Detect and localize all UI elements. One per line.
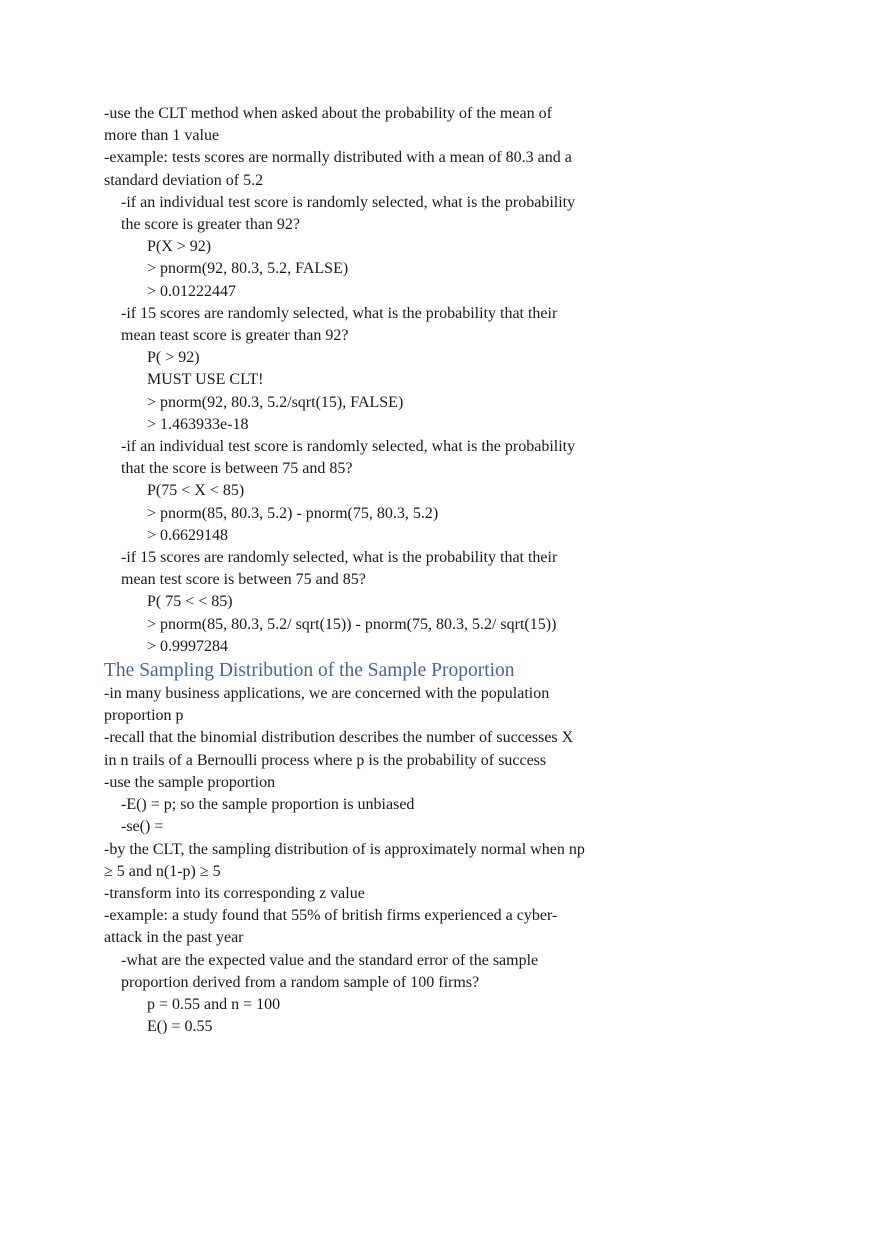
code-line: P(75 < X < 85) <box>147 482 245 500</box>
text-line: -by the CLT, the sampling distribution of is approximately normal when np <box>104 840 585 858</box>
text-line: -recall that the binomial distribution describes the number of successes X <box>104 729 574 747</box>
text-line: in n trails of a Bernoulli process where p is the probability of success <box>104 751 547 769</box>
text-line: standard deviation of 5.2 <box>104 171 264 189</box>
text-line: -if an individual test score is randomly selected, what is the probability <box>121 193 576 211</box>
text-line: mean teast score is greater than 92? <box>121 327 349 345</box>
code-line: > pnorm(85, 80.3, 5.2) - pnorm(75, 80.3, 5.2) <box>147 504 439 522</box>
code-line: > pnorm(85, 80.3, 5.2/ sqrt(15)) - pnorm(75, 80.3, 5.2/ sqrt(15)) <box>147 615 557 633</box>
text-line: -if 15 scores are randomly selected, what is the probability that their <box>121 549 558 567</box>
text-line: -transform into its corresponding z value <box>104 884 365 902</box>
code-line: > pnorm(92, 80.3, 5.2/sqrt(15), FALSE) <box>147 393 404 411</box>
text-line: -se() = <box>121 818 164 836</box>
text-line: attack in the past year <box>104 929 244 947</box>
text-line: proportion derived from a random sample of 100 firms? <box>121 973 480 991</box>
text-line: the score is greater than 92? <box>121 216 301 234</box>
text-line: more than 1 value <box>104 127 220 145</box>
code-line: E() = 0.55 <box>147 1018 213 1036</box>
code-line: P( > 92) <box>147 349 200 367</box>
text-line: -use the CLT method when asked about the probability of the mean of <box>104 105 552 122</box>
code-line: > pnorm(92, 80.3, 5.2, FALSE) <box>147 260 349 278</box>
code-line: P(X > 92) <box>147 238 212 256</box>
code-line: > 1.463933e-18 <box>147 415 249 433</box>
text-line: -in many business applications, we are concerned with the population <box>104 685 550 703</box>
text-line: proportion p <box>104 707 184 725</box>
code-line: > 0.01222447 <box>147 282 237 300</box>
text-line: -example: tests scores are normally distributed with a mean of 80.3 and a <box>104 149 572 167</box>
text-line: mean test score is between 75 and 85? <box>121 571 366 589</box>
text-line: -use the sample proportion <box>104 773 276 791</box>
text-line: -example: a study found that 55% of british firms experienced a cyber- <box>104 907 558 925</box>
code-line: P( 75 < < 85) <box>147 593 233 611</box>
code-line: > 0.6629148 <box>147 526 229 544</box>
text-line: ≥ 5 and n(1-p) ≥ 5 <box>104 862 221 880</box>
code-line: p = 0.55 and n = 100 <box>147 995 281 1013</box>
code-line: > 0.9997284 <box>147 637 229 655</box>
text-line: -E() = p; so the sample proportion is unbiased <box>121 796 415 814</box>
text-line: that the score is between 75 and 85? <box>121 460 353 478</box>
text-line: -what are the expected value and the standard error of the sample <box>121 951 539 969</box>
text-line: -if 15 scores are randomly selected, what is the probability that their <box>121 304 558 322</box>
code-line: MUST USE CLT! <box>147 371 264 389</box>
text-line: -if an individual test score is randomly selected, what is the probability <box>121 438 576 456</box>
document-page <box>104 103 644 1038</box>
section-heading: The Sampling Distribution of the Sample Proportion <box>104 660 515 682</box>
